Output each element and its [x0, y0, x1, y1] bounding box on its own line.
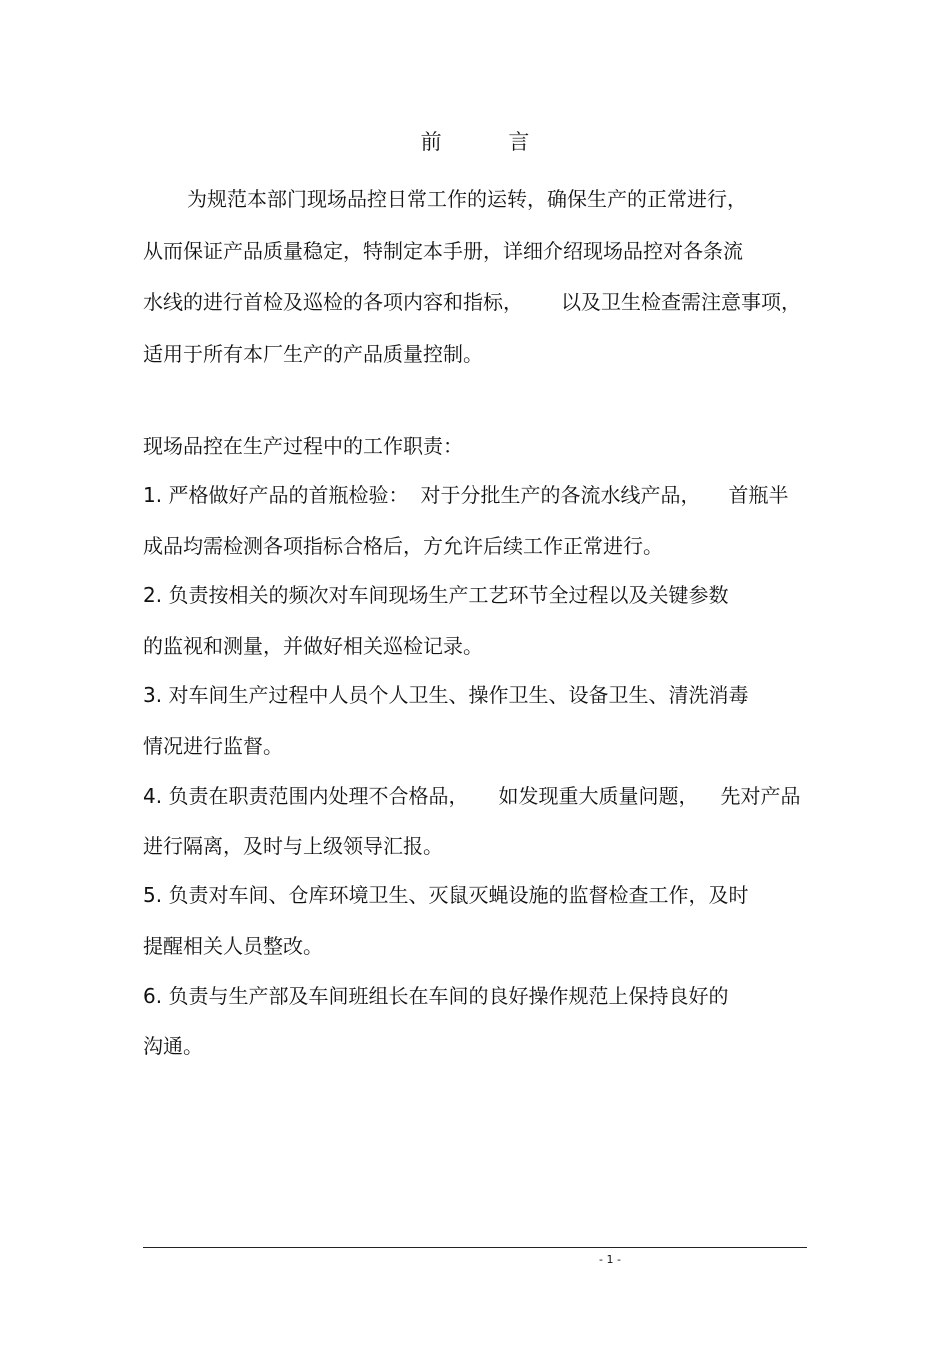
duty-segment: 对于分批生产的各流水线产品， [420, 483, 701, 507]
duty-segment: 首瓶半 [728, 483, 789, 507]
preface-segment: 以及卫生检查需注意事项， [561, 290, 801, 314]
preface-line: 从而保证产品质量稳定，特制定本手册，详细介绍现场品控对各条流 [143, 239, 743, 263]
page-title: 前 言 [420, 130, 560, 154]
preface-line [143, 287, 801, 317]
footer-divider [143, 1247, 807, 1248]
duty-line: 情况进行监督。 [143, 734, 283, 758]
duty-line [143, 480, 788, 510]
duty-line: 进行隔离，及时与上级领导汇报。 [143, 834, 443, 858]
duty-line: 2. 负责按相关的频次对车间现场生产工艺环节全过程以及关键参数 [143, 583, 729, 607]
page-number: - 1 - [599, 1253, 621, 1266]
duty-segment: 1. 严格做好产品的首瓶检验： [143, 483, 409, 507]
duty-line: 成品均需检测各项指标合格后，方允许后续工作正常进行。 [143, 534, 663, 558]
duty-line: 的监视和测量，并做好相关巡检记录。 [143, 634, 483, 658]
preface-line: 适用于所有本厂生产的产品质量控制。 [143, 342, 483, 366]
duty-line: 3. 对车间生产过程中人员个人卫生、操作卫生、设备卫生、清洗消毒 [143, 683, 749, 707]
duty-segment: 如发现重大质量问题， [498, 784, 699, 808]
duties-heading: 现场品控在生产过程中的工作职责： [143, 434, 463, 458]
duty-line: 5. 负责对车间、仓库环境卫生、灭鼠灭蝇设施的监督检查工作，及时 [143, 883, 749, 907]
duty-segment: 4. 负责在职责范围内处理不合格品， [143, 784, 469, 808]
preface-line: 为规范本部门现场品控日常工作的运转，确保生产的正常进行， [187, 187, 747, 211]
duty-line: 提醒相关人员整改。 [143, 934, 323, 958]
preface-segment: 水线的进行首检及巡检的各项内容和指标， [143, 290, 523, 314]
duty-line: 6. 负责与生产部及车间班组长在车间的良好操作规范上保持良好的 [143, 984, 729, 1008]
duty-line [143, 781, 800, 811]
duty-segment: 先对产品 [720, 784, 801, 808]
duty-line: 沟通。 [143, 1034, 203, 1058]
